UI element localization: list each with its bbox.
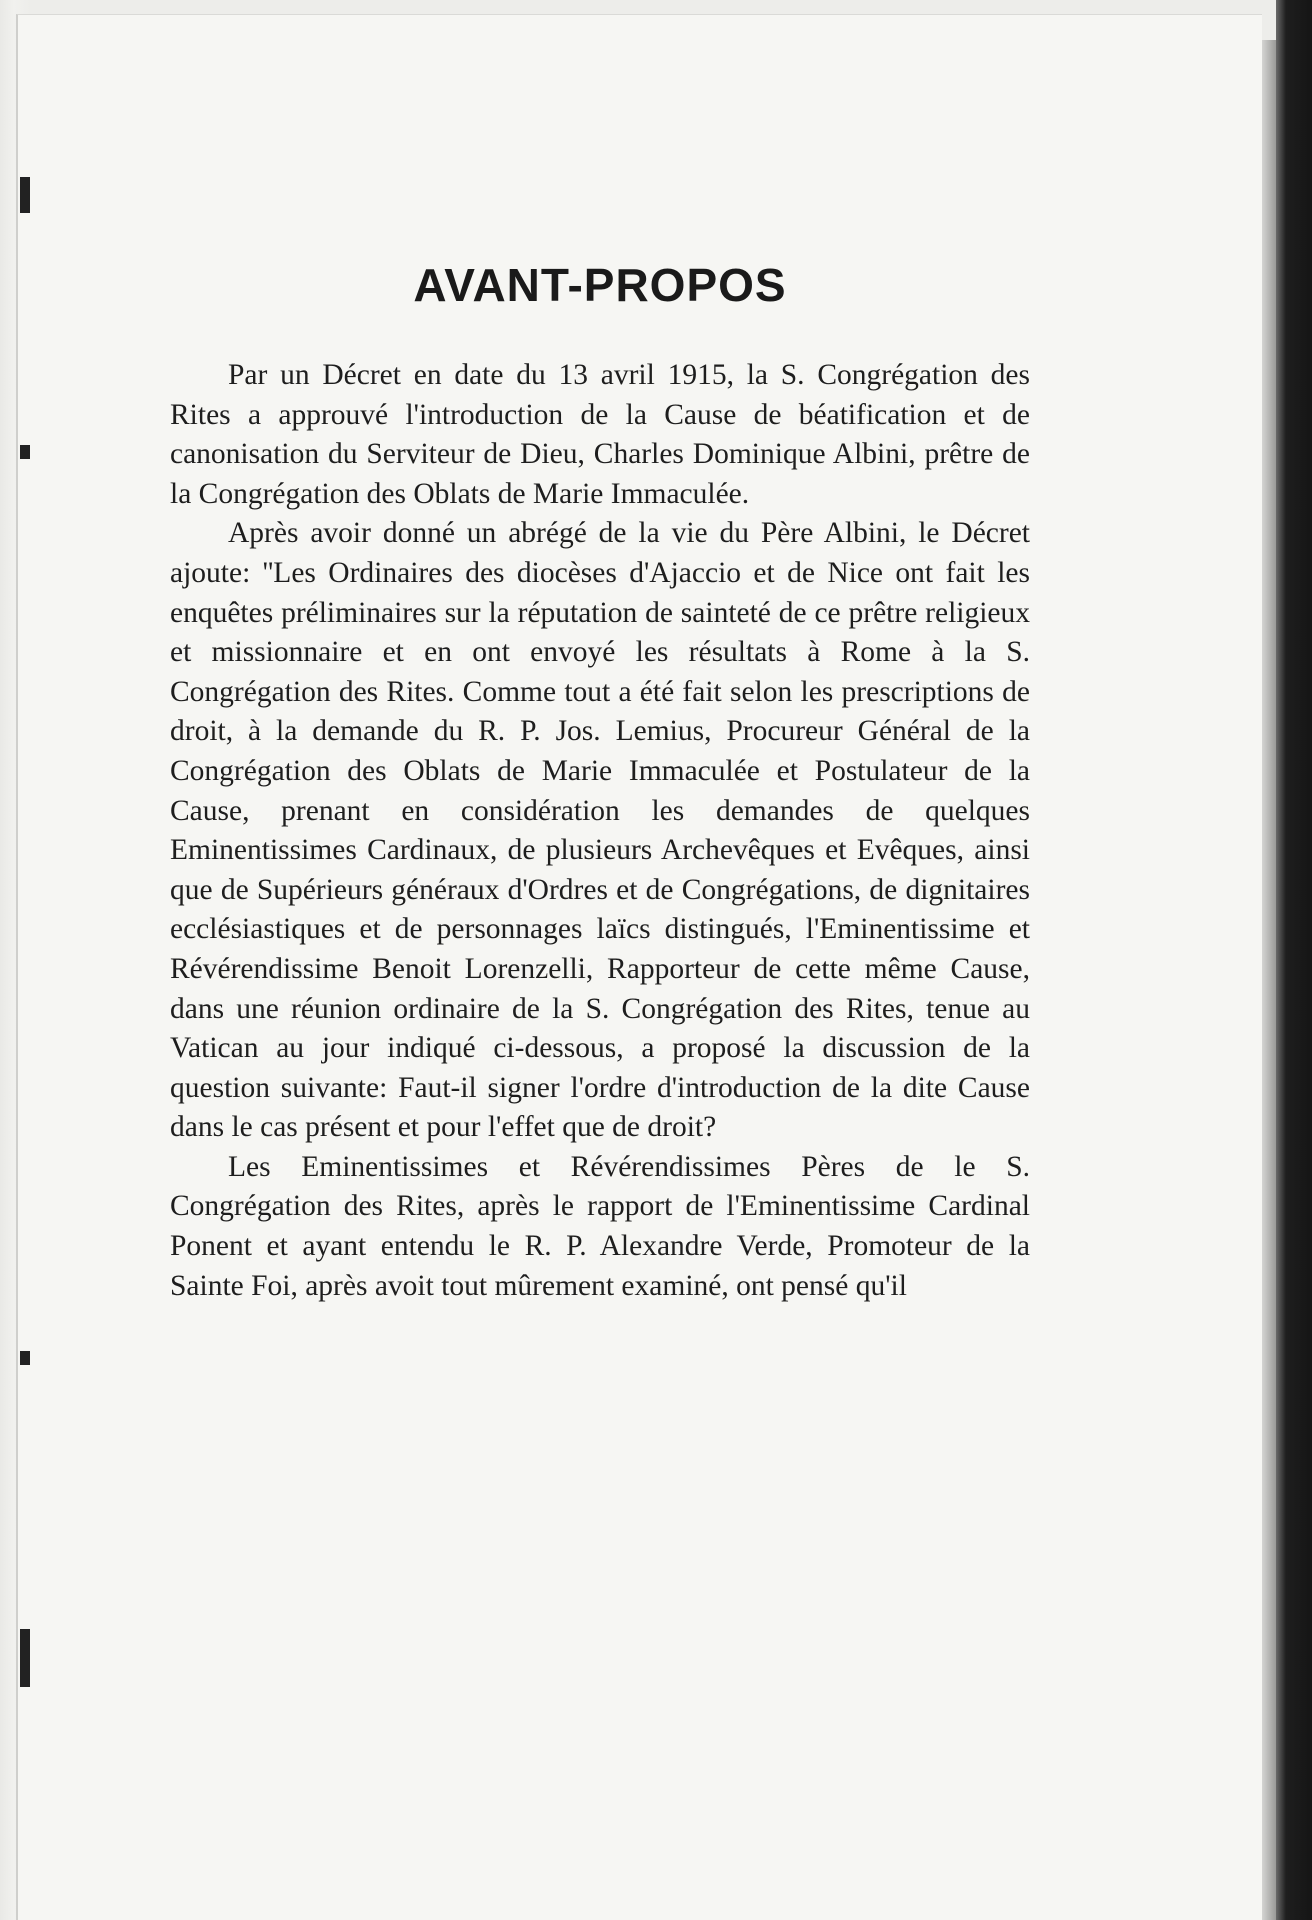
paragraph-1: Par un Décret en date du 13 avril 1915, la S. Congrégation des Rites a approuvé l'introduction de la Cause de béatification et de canonisation du Serviteur de Dieu, Charles Dominique Albini, prêtre de la Congrégation des Oblats de Marie Immaculée. (170, 359, 1030, 510)
paragraph-2: Après avoir donné un abrégé de la vie du Père Albini, le Décret ajoute: ''Les Ordinaires des diocèses d'Ajaccio et de Nice ont fait les enquêtes préliminaires sur la réputation de sainteté de ce prêtre religieux et missionnaire et en ont envoyé les résultats à Rome à la S. Congrégation des Rites. Comme tout a été fait selon les prescriptions de droit, à la demande du R. P. Jos. Lemius, Procureur Général de la Congrégation des Oblats de Marie Immaculée et Postulateur de la Cause, prenant en considération les demandes de quelques Eminentissimes Cardinaux, de plusieurs Archevêques et Evêques, ainsi que de Supérieurs généraux d'Ordres et de Congrégations, de dignitaires ecclésiastiques et de personnages laïcs distingués, l'Eminentissime et Révérendissime Benoit Lorenzelli, Rapporteur de cette même Cause, dans une réunion ordinaire de la S. Congrégation des Rites, tenue au Vatican au jour indiqué ci-dessous, a proposé la discussion de la question suivante: Faut-il signer l'ordre d'introduction de la dite Cause dans le cas présent et pour l'effet que de droit? (170, 517, 1030, 1144)
page-content (170, 258, 1030, 1306)
binding-mark (20, 1629, 30, 1687)
page-edge-shadow (1262, 40, 1276, 1920)
binding-mark (20, 445, 30, 459)
paragraph-3: Les Eminentissimes et Révérendissimes Pères de le S. Congrégation des Rites, après le rapport de l'Eminentissime Cardinal Ponent et ayant entendu le R. P. Alexandre Verde, Promoteur de la Sainte Foi, après avoit tout mûrement examiné, ont pensé qu'il (170, 1150, 1030, 1302)
page-title: AVANT-PROPOS (413, 259, 787, 311)
scanner-dark-edge (1276, 0, 1312, 1920)
binding-mark (20, 177, 30, 213)
binding-mark (20, 1351, 30, 1365)
